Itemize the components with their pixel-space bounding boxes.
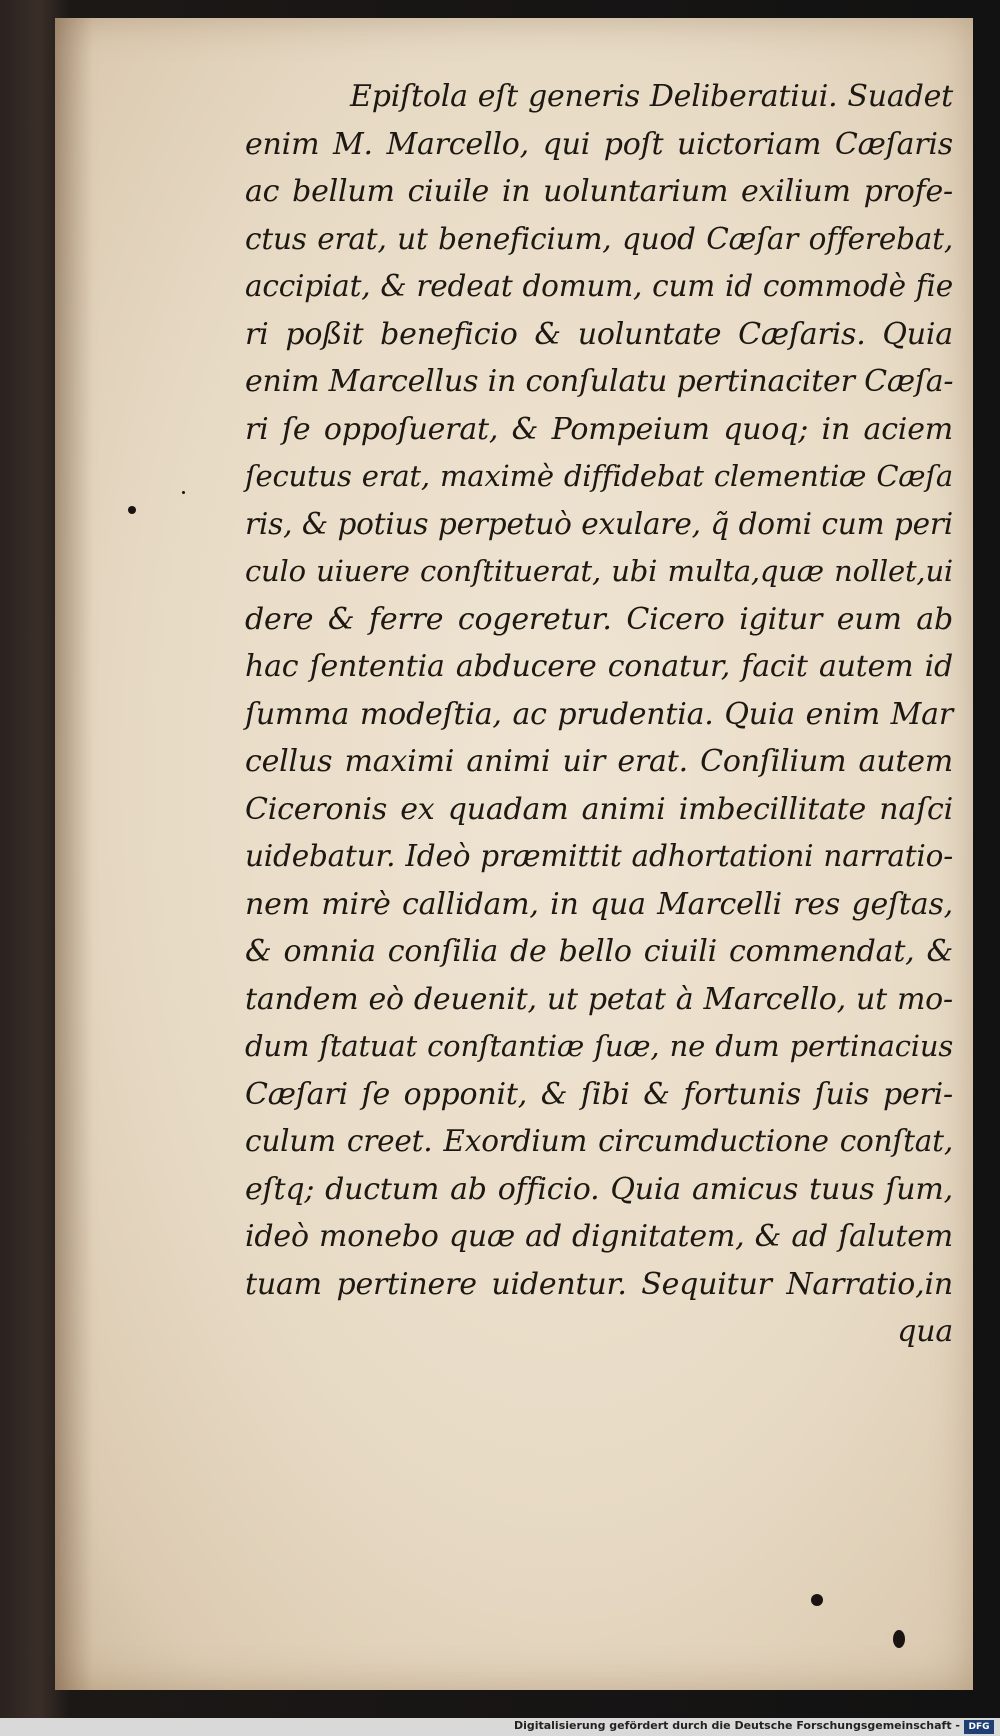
text-line: ris, & potius perpetuò exulare, q̃ domi cum peri xyxy=(245,506,953,541)
text-line: ac bellum ciuile in uoluntarium exilium profe- xyxy=(245,174,953,209)
text-line: hac ſententia abducere conatur, facit autem id xyxy=(245,649,953,684)
text-line: enim Marcellus in conſulatu pertinaciter Cæſa- xyxy=(245,364,954,399)
ink-speck xyxy=(182,491,185,494)
text-line: culo uiuere conſtituerat, ubi multa,quæ nollet,ui xyxy=(245,554,953,588)
text-line: ſecutus erat, maximè diffidebat clementiæ Cæſa xyxy=(245,459,953,493)
text-line: ri ſe oppoſuerat, & Pompeium quoq; in aciem xyxy=(245,411,953,447)
dfg-logo: DFG xyxy=(964,1720,994,1734)
text-line: dum ſtatuat conſtantiæ ſuæ, ne dum pertinacius xyxy=(245,1029,953,1063)
text-line: dere & ferre cogeretur. Cicero igitur eum ab xyxy=(245,601,953,637)
page-gutter-shadow xyxy=(55,18,93,1690)
text-line: ctus erat, ut beneficium, quod Cæſar offerebat, xyxy=(245,221,953,256)
text-line: uidebatur. Ideò præmittit adhortationi narratio- xyxy=(245,839,953,873)
text-line: Cæſari ſe opponit, & ſibi & fortunis ſuis peri- xyxy=(245,1076,953,1112)
text-line: tandem eò deuenit, ut petat à Marcello, ut mo- xyxy=(245,981,953,1017)
footer-credit-bar xyxy=(0,1718,1000,1736)
funding-credit: Digitalisierung gefördert durch die Deutsche Forschungsgemeinschaft - xyxy=(513,1719,960,1732)
ink-speck xyxy=(893,1630,905,1648)
text-line: ſumma modeſtia, ac prudentia. Quia enim Mar xyxy=(245,696,953,732)
text-line: ideò monebo quæ ad dignitatem, & ad ſalutem xyxy=(245,1219,953,1254)
text-line: Epiſtola eſt generis Deliberatiui. Suadet xyxy=(350,79,953,114)
text-line: eſtq; ductum ab officio. Quia amicus tuus ſum, xyxy=(245,1171,953,1207)
text-line: ri poßit beneficio & uoluntate Cæſaris. Quia xyxy=(245,316,953,352)
book-page xyxy=(55,18,973,1690)
text-line: culum creet. Exordium circumductione conſtat, xyxy=(245,1124,953,1158)
text-line: tuam pertinere uidentur. Sequitur Narratio,in xyxy=(245,1266,953,1302)
text-line: nem mirè callidam, in qua Marcelli res geſtas, xyxy=(245,886,953,922)
ink-speck xyxy=(128,506,136,514)
text-line: accipiat, & redeat domum, cum id commodè fie xyxy=(245,269,953,303)
text-line: Ciceronis ex quadam animi imbecillitate naſci xyxy=(245,791,953,827)
text-line: & omnia conſilia de bello ciuili commendat, & xyxy=(245,934,953,969)
catchword: qua xyxy=(897,1314,953,1349)
text-line: cellus maximi animi uir erat. Conſilium autem xyxy=(245,744,953,779)
ink-speck xyxy=(811,1594,823,1606)
page-text xyxy=(245,73,953,1356)
text-line: enim M. Marcello, qui poſt uictoriam Cæſaris xyxy=(245,126,953,162)
